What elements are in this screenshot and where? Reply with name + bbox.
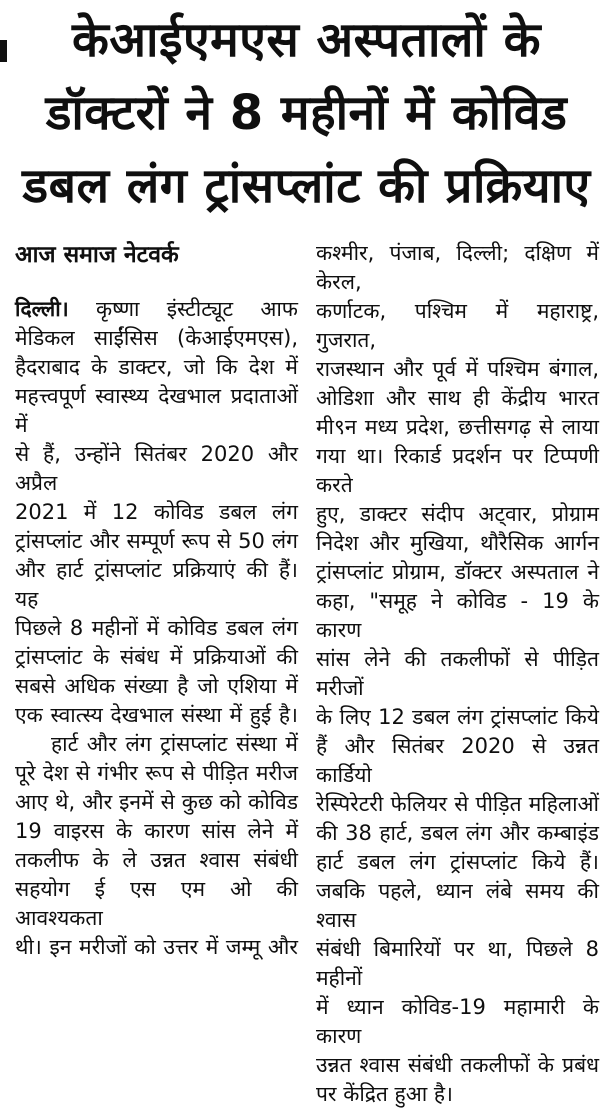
article-line: ट्रांसप्लांट प्रोग्राम, डॉक्टर अस्पताल ने [316,560,599,584]
article-line: जबकि पहले, ध्यान लंबे समय की श्वास [316,879,599,932]
article-line: कर्णाटक, पश्चिम में महाराष्ट्र, गुजरात, [316,299,599,352]
article-line: राजस्थान और पूर्व में पश्चिम बंगाल, [316,357,599,381]
left-column [15,239,298,1109]
article-line: केआईएमएस अस्पतालों के [72,12,541,68]
dateline: दिल्ली। [15,297,69,321]
article-line: के लिए 12 डबल लंग ट्रांसप्लांट किये [316,705,599,729]
article-line: कश्मीर, पंजाब, दिल्ली; दक्षिण में केरल, [316,241,599,294]
article-line: हार्ट और लंग ट्रांसप्लांट संस्था में [51,732,298,756]
article-line: महत्त्वपूर्ण स्वास्थ्य देखभाल प्रदाताओं में [15,384,298,437]
article-line: हुए, डाक्टर संदीप अट्वार, प्रोग्राम [316,502,599,526]
article-line: में ध्यान कोविड-19 महामारी के कारण [316,995,599,1048]
article-line: गया था। रिकार्ड प्रदर्शन पर टिप्पणी करते [316,444,599,497]
article-line: सबसे अधिक संख्या है जो एशिया में [15,674,298,698]
right-column [316,239,599,1109]
article-body [0,239,613,1109]
article-line: एक स्वात्स्य देखभाल संस्था में हुई है। [15,703,298,727]
article-line: 2021 में 12 कोविड डबल लंग [15,500,298,524]
byline: आज समाज नेटवर्क [15,242,179,268]
newspaper-clipping [0,4,613,1106]
article-line: मी९न मध्य प्रदेश, छत्तीसगढ़ से लाया [316,415,599,439]
article-line: रेस्पिरेटरी फेलियर से पीड़ित महिलाओं [316,792,599,816]
article-line: सहयोग ई एस एम ओ की आवश्यकता [15,877,298,930]
article-line: पिछले 8 महीनों में कोविड डबल लंग [15,616,298,640]
article-line: कहा, "समूह ने कोविड - 19 के कारण [316,589,599,642]
left-column-text [15,295,298,962]
article-line: डबल लंग ट्रांसप्लांट की प्रक्रियाए [22,158,591,214]
article-line: संबंधी बिमारियों पर था, पिछले 8 महीनों [316,937,599,990]
article-line: निदेश और मुखिया, थौरैसिक आर्गन [316,531,599,555]
article-line: की 38 हार्ट, डबल लंग और कम्बाइंड [316,821,599,845]
article-line: हार्ट डबल लंग ट्रांसप्लांट किये हैं। [316,850,599,874]
article-line: थी। इन मरीजों को उत्तर में जम्मू और [15,935,298,959]
article-line: हैदराबाद के डाक्टर, जो कि देश में [15,355,298,379]
article-line: तकलीफ के ले उन्नत श्वास संबंधी [15,848,298,872]
article-line: मेडिकल साईंसिस (केआईएमएस), [15,326,298,350]
article-line: ट्रांसप्लांट और सम्पूर्ण रूप से 50 लंग [15,529,298,553]
article-headline [8,4,605,223]
article-line: सांस लेने की तकलीफों से पीड़ित मरीजों [316,647,599,700]
article-line: आए थे, और इनमें से कुछ को कोविड [15,790,298,814]
print-artifact-mark [0,40,7,62]
article-line: से हैं, उन्होंने सितंबर 2020 और अप्रैल [15,442,298,495]
article-line: और हार्ट ट्रांसप्लांट प्रक्रियाएं की हैं। यह [15,558,298,611]
article-line: पर केंद्रित हुआ है। [316,1082,453,1106]
article-line: ओडिशा और साथ ही केंद्रीय भारत [316,386,599,410]
article-line: डॉक्टरों ने 8 महीनों में कोविड [45,85,568,141]
right-column-text [316,239,599,1109]
article-line: पूरे देश से गंभीर रूप से पीड़ित मरीज [15,761,298,785]
article-line: उन्नत श्वास संबंधी तकलीफों के प्रबंध [316,1053,599,1077]
article-line: 19 वाइरस के कारण सांस लेने में [15,819,298,843]
article-line: दिल्ली। कृष्णा इंस्टीट्यूट आफ [15,297,298,321]
article-line: ट्रांसप्लांट के संबंध में प्रक्रियाओं की [15,645,298,669]
article-line: हैं और सितंबर 2020 से उन्नत कार्डियो [316,734,599,787]
